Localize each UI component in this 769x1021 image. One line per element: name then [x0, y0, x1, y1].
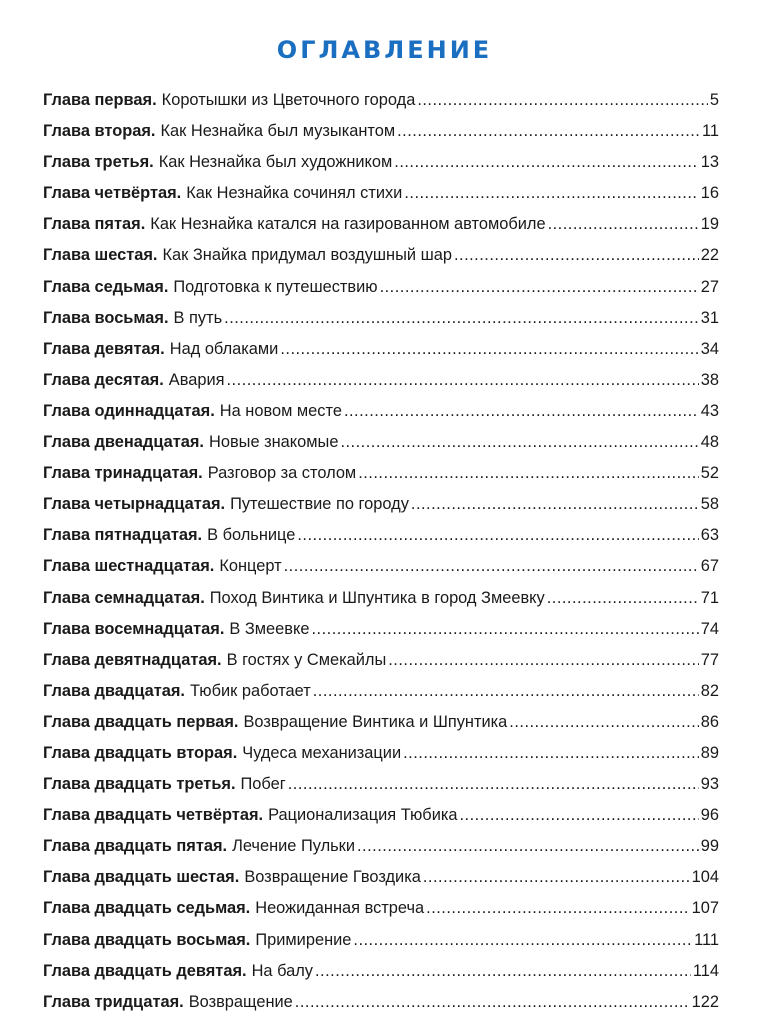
chapter-title: Путешествие по городу: [230, 495, 409, 514]
chapter-number: Глава двадцать первая.: [43, 712, 239, 731]
chapter-number: Глава двадцатая.: [43, 681, 185, 700]
chapter-title: Примирение: [255, 930, 352, 949]
toc-entry: [43, 430, 719, 461]
page-number: 107: [691, 899, 719, 918]
dot-leader: [227, 368, 699, 392]
dot-leader: [411, 492, 699, 516]
dot-leader: [340, 430, 698, 454]
chapter-number: Глава восемнадцатая.: [43, 619, 225, 638]
chapter-number: Глава первая.: [43, 91, 157, 109]
page-number: 71: [700, 588, 719, 607]
page-number: 52: [700, 464, 719, 483]
dot-leader: [280, 337, 698, 361]
page-number: 111: [694, 930, 719, 949]
chapter-number: Глава двадцать четвёртая.: [43, 806, 264, 825]
dot-leader: [357, 834, 699, 858]
chapter-number: Глава двадцать шестая.: [43, 868, 240, 887]
dot-leader: [288, 772, 699, 796]
chapter-number: Глава двенадцатая.: [43, 433, 204, 452]
toc-entry: [43, 865, 719, 896]
toc-entry: [43, 586, 719, 617]
chapter-title: Побег: [240, 775, 286, 794]
chapter-number: Глава тридцатая.: [43, 992, 184, 1011]
page-number: 99: [700, 837, 719, 856]
chapter-number: Глава двадцать восьмая.: [43, 930, 251, 949]
dot-leader: [547, 586, 699, 610]
page-number: 74: [700, 619, 719, 638]
toc-entry: [43, 959, 719, 990]
page-number: 122: [691, 992, 719, 1011]
toc-entry: [43, 554, 719, 585]
chapter-title: В больнице: [207, 526, 296, 545]
chapter-number: Глава десятая.: [43, 370, 164, 389]
dot-leader: [454, 243, 699, 267]
page-number: 96: [700, 806, 719, 825]
dot-leader: [344, 399, 699, 423]
page-number: 19: [700, 215, 719, 234]
chapter-number: Глава девятнадцатая.: [43, 650, 222, 669]
page-number: 31: [700, 308, 719, 327]
toc-entry: [43, 243, 719, 274]
page-number: 93: [700, 775, 719, 794]
page-number: 38: [700, 370, 719, 389]
toc-entry: [43, 803, 719, 834]
dot-leader: [394, 150, 699, 174]
chapter-title: Возвращение: [188, 992, 293, 1011]
page-number: 89: [700, 743, 719, 762]
dot-leader: [460, 803, 699, 827]
dot-leader: [388, 648, 699, 672]
chapter-title: Как Знайка придумал воздушный шар: [162, 246, 452, 265]
chapter-number: Глава двадцать пятая.: [43, 837, 228, 856]
toc-entry: [43, 492, 719, 523]
dot-leader: [311, 617, 698, 641]
toc-entry: [43, 150, 719, 181]
dot-leader: [548, 212, 699, 236]
page-number: 43: [700, 401, 719, 420]
chapter-number: Глава седьмая.: [43, 277, 169, 296]
page-number: 34: [700, 339, 719, 358]
chapter-number: Глава пятнадцатая.: [43, 526, 203, 545]
dot-leader: [380, 275, 699, 299]
chapter-number: Глава девятая.: [43, 339, 165, 358]
page-number: 58: [700, 495, 719, 514]
chapter-title: Как Незнайка был музыкантом: [160, 122, 396, 141]
toc-entry: [43, 119, 719, 150]
chapter-number: Глава двадцать вторая.: [43, 743, 238, 762]
toc-entry: [43, 368, 719, 399]
toc-entry: [43, 523, 719, 554]
page-number: 114: [692, 961, 719, 980]
chapter-number: Глава шестнадцатая.: [43, 557, 215, 576]
page-number: 67: [700, 557, 719, 576]
toc-entry: [43, 990, 719, 1021]
chapter-title: Как Незнайка катался на газированном автомобиле: [150, 215, 546, 234]
chapter-title: В гостях у Смекайлы: [226, 650, 387, 669]
chapter-number: Глава четырнадцатая.: [43, 495, 226, 514]
toc-entry: [43, 679, 719, 710]
page-number: 5: [709, 91, 719, 109]
chapter-title: Разговор за столом: [207, 464, 357, 483]
page-number: 86: [700, 712, 719, 731]
chapter-title: Поход Винтика и Шпунтика в город Змеевку: [209, 588, 545, 607]
dot-leader: [404, 181, 698, 205]
dot-leader: [397, 119, 700, 143]
chapter-title: Возвращение Винтика и Шпунтика: [243, 712, 508, 731]
chapter-title: В Змеевке: [229, 619, 310, 638]
page-number: 27: [700, 277, 719, 296]
dot-leader: [403, 741, 699, 765]
chapter-title: Коротышки из Цветочного города: [161, 91, 416, 109]
toc-entry: [43, 461, 719, 492]
page-number: 13: [700, 153, 719, 172]
page-number: 63: [700, 526, 719, 545]
toc-entry: [43, 928, 719, 959]
toc-entry: [43, 337, 719, 368]
chapter-title: Новые знакомые: [209, 433, 339, 452]
chapter-number: Глава третья.: [43, 153, 154, 172]
dot-leader: [297, 523, 698, 547]
chapter-number: Глава шестая.: [43, 246, 158, 265]
chapter-title: Над облаками: [169, 339, 279, 358]
dot-leader: [426, 896, 690, 920]
page-number: 11: [701, 122, 719, 141]
toc-entry: [43, 710, 719, 741]
chapter-title: Лечение Пульки: [232, 837, 355, 856]
toc-entry: [43, 399, 719, 430]
toc-entry: [43, 88, 719, 119]
chapter-title: Как Незнайка был художником: [158, 153, 393, 172]
chapter-title: Чудеса механизации: [242, 743, 402, 762]
toc-entry: [43, 834, 719, 865]
page-number: 82: [700, 681, 719, 700]
dot-leader: [284, 554, 699, 578]
chapter-title: Подготовка к путешествию: [173, 277, 378, 296]
dot-leader: [224, 306, 699, 330]
chapter-title: В путь: [173, 308, 223, 327]
toc-entry: [43, 275, 719, 306]
page-number: 48: [700, 433, 719, 452]
toc-entry: [43, 306, 719, 337]
dot-leader: [417, 88, 708, 112]
page-number: 104: [691, 868, 719, 887]
dot-leader: [315, 959, 691, 983]
page-number: 22: [700, 246, 719, 265]
chapter-number: Глава восьмая.: [43, 308, 169, 327]
toc-entry: [43, 772, 719, 803]
dot-leader: [358, 461, 699, 485]
chapter-title: Рационализация Тюбика: [268, 806, 458, 825]
chapter-title: Как Незнайка сочинял стихи: [186, 184, 403, 203]
dot-leader: [313, 679, 699, 703]
chapter-title: Неожиданная встреча: [255, 899, 425, 918]
toc-entry: [43, 896, 719, 927]
chapter-number: Глава пятая.: [43, 215, 146, 234]
chapter-title: Тюбик работает: [189, 681, 311, 700]
chapter-number: Глава семнадцатая.: [43, 588, 205, 607]
chapter-number: Глава двадцать третья.: [43, 775, 236, 794]
dot-leader: [295, 990, 690, 1014]
chapter-number: Глава двадцать девятая.: [43, 961, 247, 980]
chapter-number: Глава четвёртая.: [43, 184, 182, 203]
toc-entry: [43, 648, 719, 679]
dot-leader: [509, 710, 698, 734]
toc-entry: [43, 617, 719, 648]
page-title: ОГЛАВЛЕНИЕ: [276, 36, 493, 64]
dot-leader: [423, 865, 690, 889]
chapter-number: Глава двадцать седьмая.: [43, 899, 251, 918]
chapter-title: На новом месте: [219, 401, 342, 420]
chapter-number: Глава одиннадцатая.: [43, 401, 215, 420]
chapter-number: Глава вторая.: [43, 122, 156, 141]
toc-entry: [43, 212, 719, 243]
chapter-title: Авария: [168, 370, 225, 389]
toc-entry: [43, 741, 719, 772]
page-number: 77: [700, 650, 719, 669]
chapter-title: Концерт: [219, 557, 282, 576]
chapter-number: Глава тринадцатая.: [43, 464, 203, 483]
chapter-title: Возвращение Гвоздика: [244, 868, 421, 887]
table-of-contents: [43, 88, 719, 1021]
toc-entry: [43, 181, 719, 212]
chapter-title: На балу: [251, 961, 313, 980]
page-number: 16: [700, 184, 719, 203]
dot-leader: [353, 928, 692, 952]
